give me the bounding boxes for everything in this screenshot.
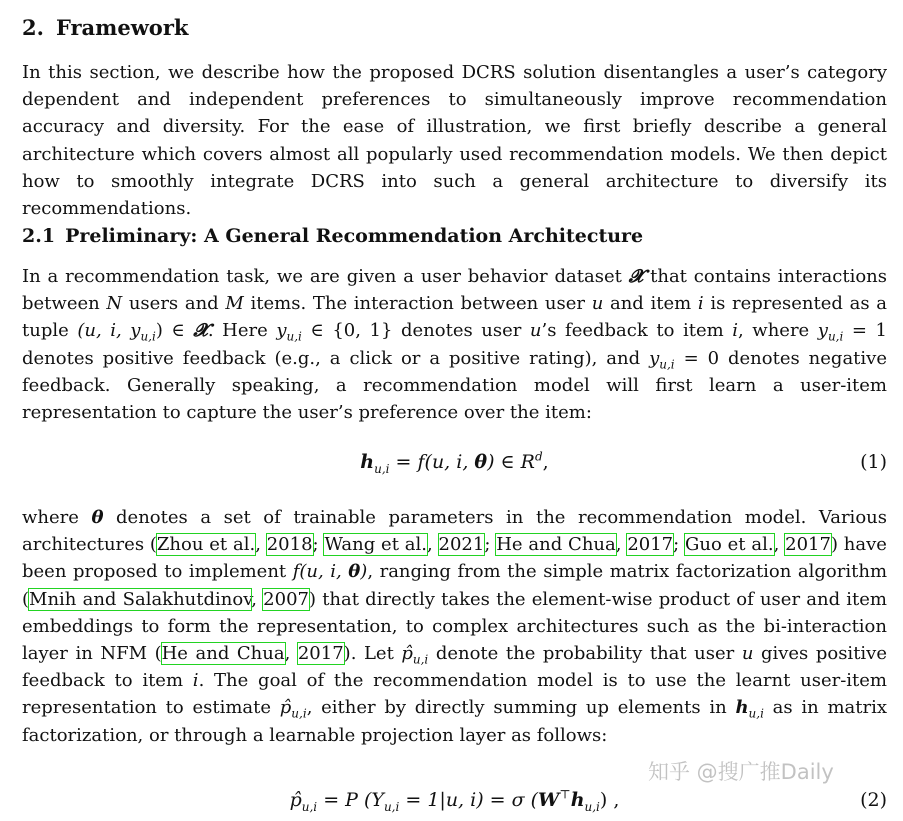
math-h-sub: u,i [748, 707, 764, 722]
tuple-text: (u, i, y [77, 320, 141, 342]
text-span: = 0 denotes negative feedback. Generally speaking, a recommendation model will first learn a user-item representation to capture the user’s preference over the item: [22, 347, 887, 424]
citation-link[interactable]: 2021 [438, 534, 485, 556]
tuple-end: ) ∈ [155, 320, 194, 342]
section-heading [22, 14, 887, 42]
citation-link[interactable]: 2017 [297, 643, 344, 665]
y-sub: u,i [659, 357, 675, 372]
math-comma: , [542, 451, 549, 473]
math-p-sub: u,i [301, 799, 318, 814]
equation-2-number: (2) [860, 789, 887, 811]
math-u: u [591, 293, 604, 315]
text-span: items. The interaction between user [243, 293, 592, 315]
intro-paragraph: In this section, we describe how the proposed DCRS solution disentangles a user’s category dependent and independent preferences to simultaneously improve recommendation accuracy and diversity. For the ease of illustration, we first briefly describe a general architecture which covers almost all popularly used recommendation models. We then depict how to smoothly integrate DCRS into such a general architecture to diversify its recommendations. [22, 62, 887, 220]
math-y [276, 320, 302, 344]
math-h: h [735, 697, 749, 719]
math-h: h [360, 451, 375, 473]
citation-link[interactable]: 2017 [785, 534, 831, 556]
architecture-paragraph: where θ denotes a set of trainable parameters in the recommendation model. Various architectures (Zhou et al., 2018; Wang et al., 2021; He and Chua, 2017; Guo et al., 2017) have been proposed to implement f(u, i, θ), ranging from the simple matrix factorization algorithm (Mnih and Salakhutdinov, 2007) that directly takes the element-wise product of user and item embeddings to form the representation, to complex architectures such as the bi-interaction layer in NFM (He and Chua, 2017). Let $p̂_{u,i}$ denote the probability that user u gives positive feedback to item i. The goal of the recommendation model is to use the learnt user-item representation to estimate $p̂_{u,i}$, either by directly summing up elements in $h_{u,i}$ as in matrix factorization, or through a learnable projection layer as follows: [22, 507, 888, 746]
text-span: denote the probability that user [428, 643, 742, 665]
dataset-symbol: 𝓧 [193, 320, 208, 342]
math-f-end: ) [360, 561, 368, 583]
text-span: users and [122, 293, 226, 315]
subsection-title: Preliminary: A General Recommendation Architecture [65, 225, 644, 247]
text-span: ’s feedback to item [541, 320, 733, 342]
p-sub: u,i [412, 652, 429, 667]
subsection-heading [22, 223, 643, 249]
text-span: denotes a set of trainable parameters in the recommendation model. Various architectures ( [22, 507, 887, 556]
math-y-sub: u,i [383, 799, 400, 814]
math-theta: θ [474, 451, 488, 473]
citation-link[interactable]: Zhou et al. [156, 534, 256, 556]
text-span: gives positive feedback to item [22, 643, 887, 692]
math-u: u [529, 320, 542, 342]
math-p: p̂ [289, 789, 302, 811]
citation-link[interactable]: He and Chua [161, 643, 285, 665]
text-span: where [22, 507, 92, 528]
equation-2 [22, 789, 887, 821]
y-text: y [276, 320, 287, 342]
text-span: = 1 denotes positive feedback (e.g., a click or a positive rating), and [22, 320, 888, 369]
equation-1-body [22, 449, 887, 476]
math-mid2: = 1|u, i) = σ ( [399, 789, 539, 811]
zhihu-watermark: 知乎 @搜广推Daily [648, 760, 834, 784]
text-span: as in matrix factorization, or through a learnable projection layer as follows: [22, 697, 888, 746]
citation-link[interactable]: 2018 [266, 534, 313, 556]
math-mid: = P (Y [317, 789, 384, 811]
math-theta: θ [348, 561, 361, 583]
y-text: y [649, 347, 660, 369]
section-title: Framework [55, 15, 189, 40]
citation-link[interactable]: 2017 [627, 534, 674, 556]
text-span: ∈ {0, 1} denotes user [301, 320, 530, 342]
text-span: In a recommendation task, we are given a user behavior dataset [22, 266, 629, 287]
text-span: ) have been proposed to implement [22, 534, 887, 583]
y-sub: u,i [827, 330, 844, 344]
tuple-sub: u,i [140, 330, 156, 344]
text-span: . The goal of the recommendation model is to use the learnt user-item representation to estimate [22, 670, 887, 719]
math-W-sup: ⊤ [559, 787, 571, 802]
citation-link[interactable]: Wang et al. [324, 534, 427, 556]
subsection-number: 2.1 [22, 225, 56, 247]
math-end: ) ∈ R [487, 451, 535, 473]
text-span: ). Let [343, 643, 402, 665]
text-span: , either by directly summing up elements in [306, 697, 736, 719]
text-span: , ranging from the simple matrix factorization algorithm ( [22, 561, 888, 610]
math-h: h [570, 789, 585, 811]
citation-link[interactable]: 2007 [263, 588, 309, 610]
citation-link[interactable]: He and Chua [496, 534, 616, 556]
math-end: ) , [599, 789, 620, 811]
p-text: p̂ [279, 697, 292, 719]
math-y [817, 320, 844, 344]
equation-1-number: (1) [860, 451, 887, 473]
preliminary-paragraph [22, 263, 887, 426]
math-theta: θ [91, 507, 104, 528]
math-u: u [741, 643, 754, 665]
equation-2-body [22, 787, 887, 814]
text-span: and item [603, 293, 698, 315]
math-W: W [538, 789, 560, 811]
text-span: , where [738, 320, 818, 342]
math-N: N [106, 293, 123, 315]
math-tuple [77, 320, 156, 344]
p-text: p̂ [401, 643, 413, 665]
section-number: 2. [22, 15, 44, 40]
math-p [401, 643, 429, 667]
math-i: i [192, 670, 199, 692]
math-f: f(u, i, [292, 561, 349, 583]
math-h-sub: u,i [374, 461, 390, 476]
text-span: ) that directly takes the element-wise product of user and item embeddings to form the representation, to complex architectures such as the bi-interaction layer in NFM ( [22, 588, 887, 665]
text-span: is represented as a tuple [22, 293, 887, 342]
dataset-symbol: 𝓧 [628, 266, 644, 287]
math-i: i [732, 320, 739, 342]
math-sup: d [534, 449, 543, 464]
citation-link[interactable]: Mnih and Salakhutdinov [29, 588, 252, 610]
text-span: . Here [207, 320, 277, 342]
math-p [279, 697, 307, 722]
math-y [649, 347, 675, 372]
math-mid: = f(u, i, [389, 451, 475, 473]
math-h-sub: u,i [584, 799, 600, 814]
y-text: y [817, 320, 828, 342]
text-span: that contains interactions between [22, 266, 888, 315]
equation-1 [22, 451, 887, 483]
math-M: M [225, 293, 244, 315]
citation-link[interactable]: Guo et al. [685, 534, 774, 556]
math-i: i [697, 293, 704, 315]
p-sub: u,i [291, 707, 307, 722]
y-sub: u,i [286, 330, 302, 344]
